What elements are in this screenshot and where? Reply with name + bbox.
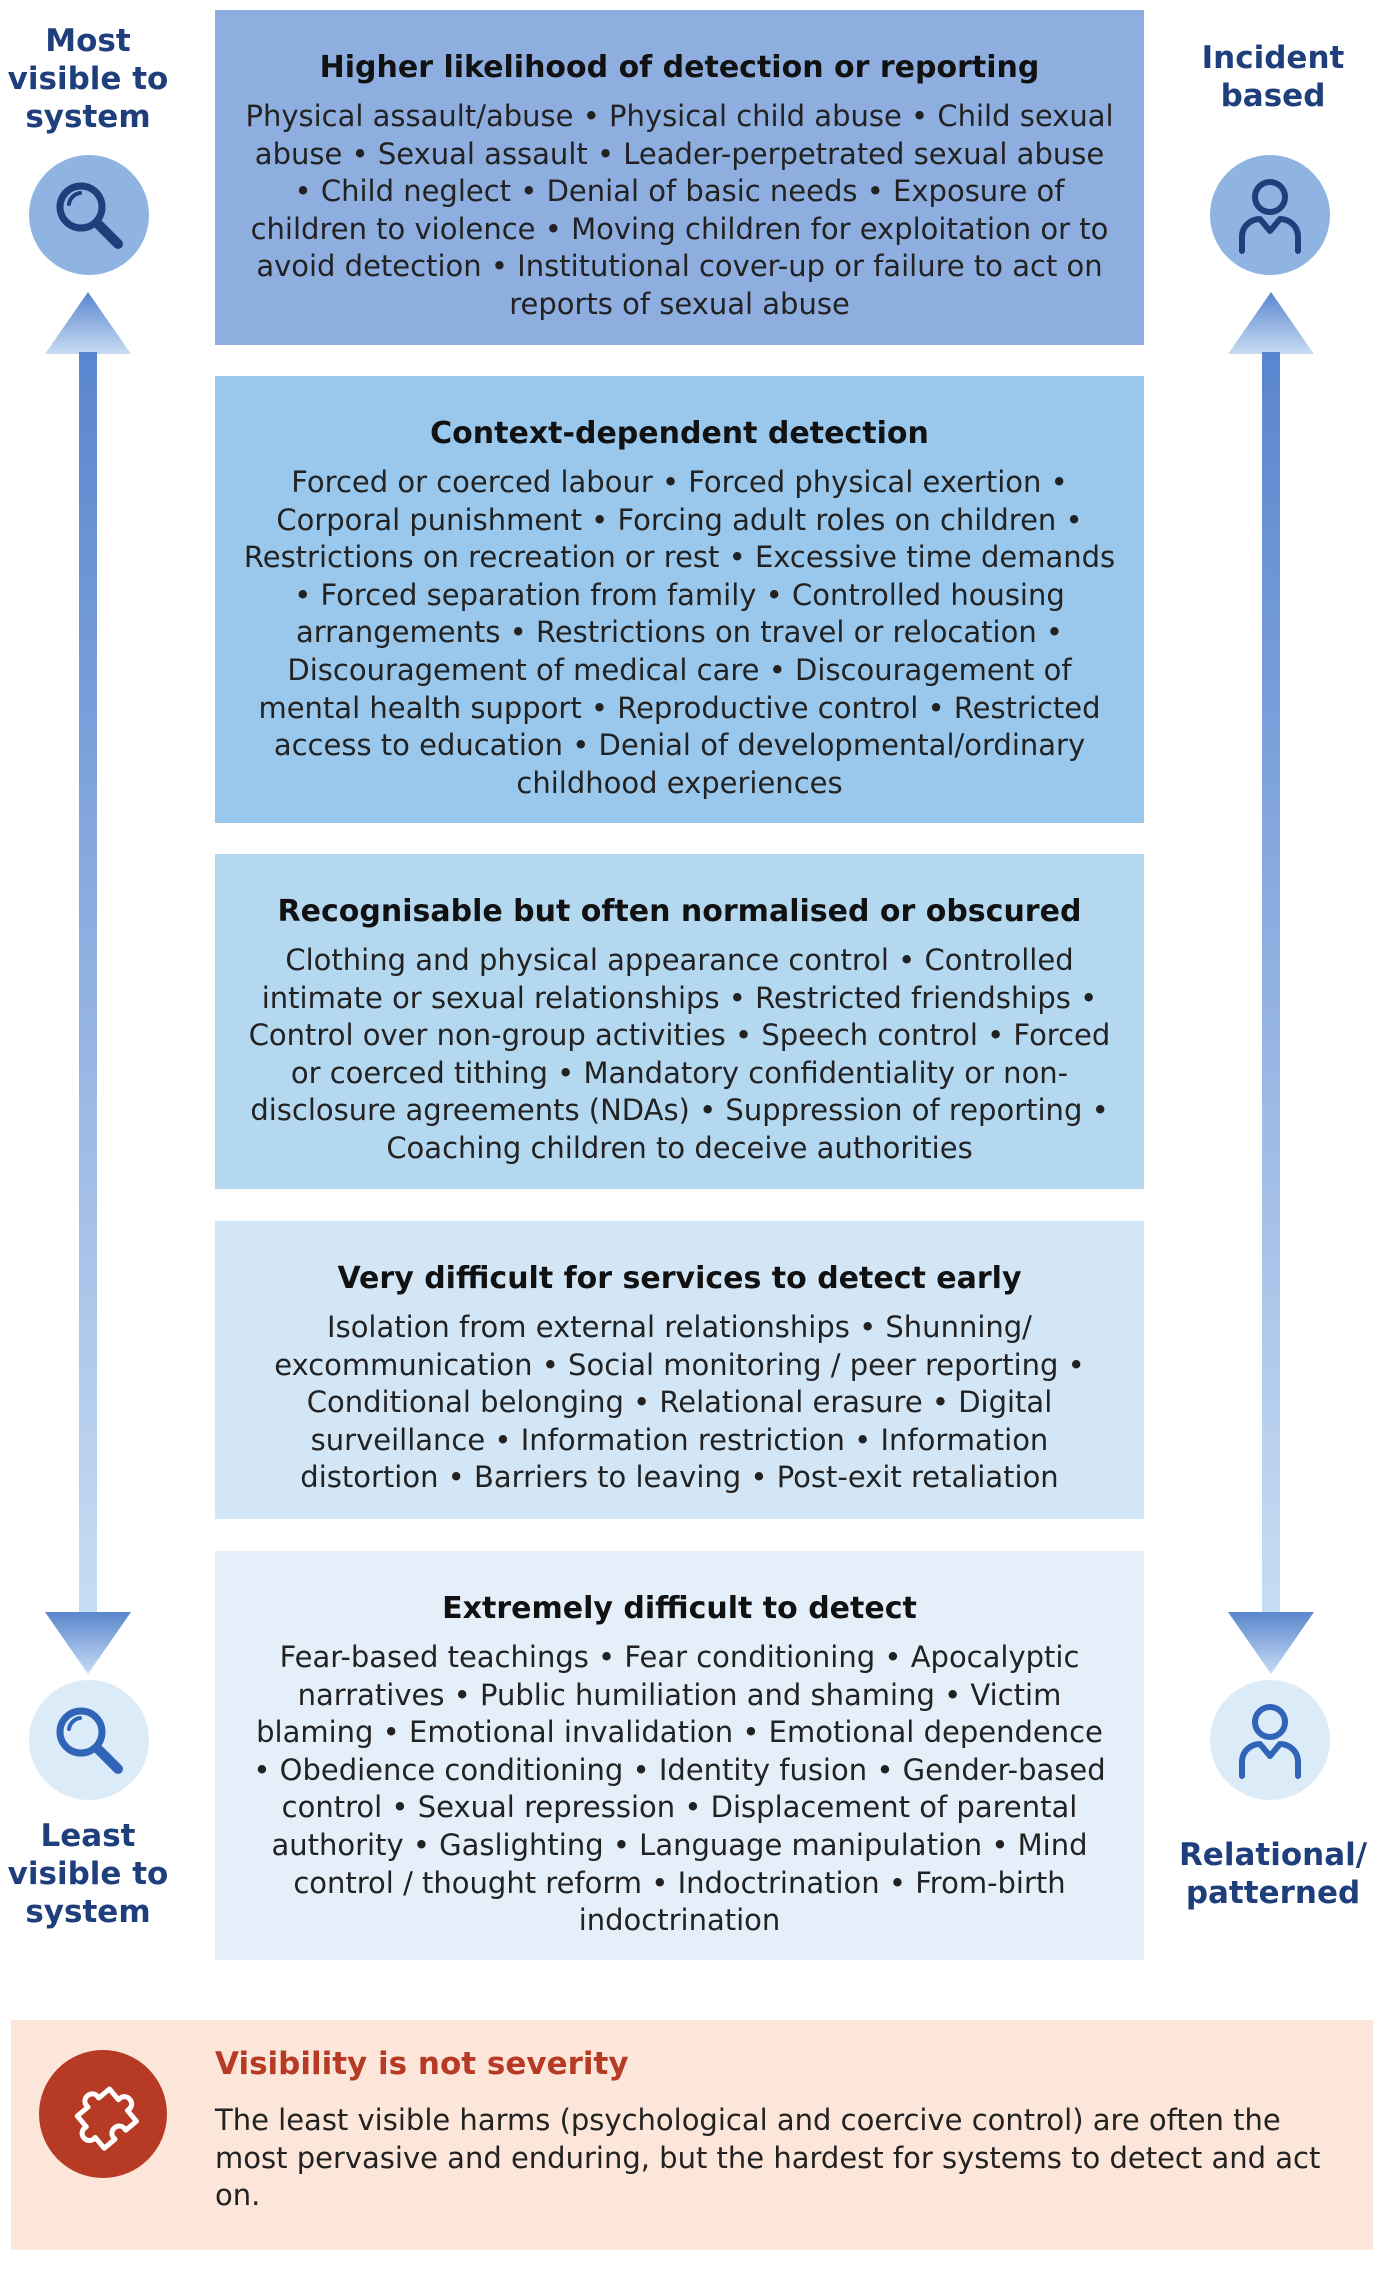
tier-title: Context-dependent detection bbox=[430, 416, 929, 451]
puzzle-piece-icon bbox=[39, 2050, 167, 2178]
incident-based-label: Incident based bbox=[1201, 40, 1345, 114]
person-icon bbox=[1210, 155, 1330, 275]
tier-body: Physical assault/abuse • Physical child abuse • Child sexual abuse • Sexual assault • Leader-perpetrated sexual abuse • Child neglect • Denial of basic needs • Exposure of children to violence • Moving children for exploitation or to avoid detection • Institutional cover-up or failure to act on reports of sexual abuse bbox=[245, 99, 1114, 321]
callout-title: Visibility is not severity bbox=[215, 2046, 629, 2082]
tier-very-difficult bbox=[215, 1221, 1144, 1519]
search-icon bbox=[29, 155, 149, 275]
tier-high-detection bbox=[215, 10, 1144, 345]
callout-body: The least visible harms (psychological and coercive control) are often the most pervasive and enduring, but the hardest for systems to detect and act on. bbox=[215, 2103, 1321, 2213]
most-visible-label: Most visible to system bbox=[7, 23, 169, 135]
tier-normalised-obscured bbox=[215, 854, 1144, 1189]
tier-body: Forced or coerced labour • Forced physical exertion • Corporal punishment • Forcing adult roles on children • Restrictions on recreation or rest • Excessive time demands • Forced separation from family • Controlled housing arrangements • Restrictions on travel or relocation • Discouragement of medical care • Discouragement of mental health support • Reproductive control • Restricted access to education • Denial of developmental/ordinary childhood experiences bbox=[243, 465, 1116, 800]
tier-title: Recognisable but often normalised or obscured bbox=[277, 894, 1082, 929]
search-icon bbox=[29, 1680, 149, 1800]
visibility-callout bbox=[11, 2020, 1373, 2250]
tier-body: Clothing and physical appearance control • Controlled intimate or sexual relationships • Restricted friendships • Control over non-group activities • Speech control • Forced or coerced tithing • Mandatory confidentiality or non-disclosure agreements (NDAs) • Suppression of reporting • Coaching children to deceive authorities bbox=[248, 943, 1111, 1165]
visibility-gradient-arrow bbox=[45, 292, 131, 1674]
tier-title: Higher likelihood of detection or reporting bbox=[319, 50, 1040, 85]
person-icon bbox=[1210, 1680, 1330, 1800]
relational-patterned-label: Relational/ patterned bbox=[1178, 1837, 1368, 1911]
tier-context-dependent bbox=[215, 376, 1144, 823]
tier-title: Very difficult for services to detect early bbox=[337, 1261, 1022, 1296]
tier-body: Fear-based teachings • Fear conditioning • Apocalyptic narratives • Public humiliation and shaming • Victim blaming • Emotional invalidation • Emotional dependence • Obedience conditioning • Identity fusion • Gender-based control • Sexual repression • Displacement of parental authority • Gaslighting • Language manipulation • Mind control / thought reform • Indoctrination • From-birth indoctrination bbox=[253, 1640, 1106, 1938]
least-visible-label: Least visible to system bbox=[7, 1818, 169, 1930]
tier-title: Extremely difficult to detect bbox=[442, 1591, 917, 1626]
tier-extremely-difficult bbox=[215, 1551, 1144, 1960]
pattern-gradient-arrow bbox=[1228, 292, 1314, 1674]
tier-body: Isolation from external relationships • Shunning/ excommunication • Social monitoring / peer reporting • Conditional belonging • Relational erasure • Digital surveillance • Information restriction • Information distortion • Barriers to leaving • Post-exit retaliation bbox=[274, 1310, 1085, 1495]
